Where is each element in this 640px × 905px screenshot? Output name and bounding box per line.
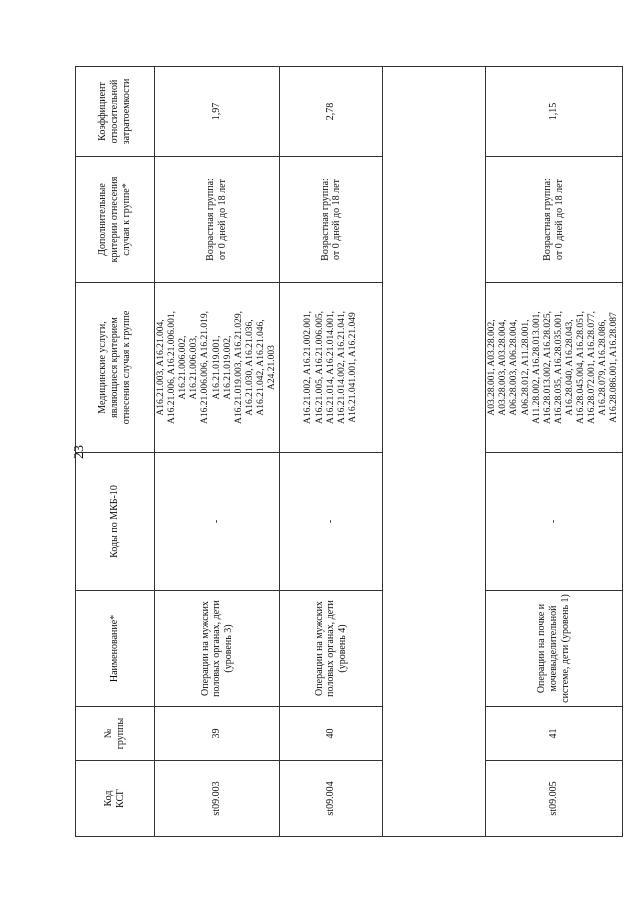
cell-code: st09.003 <box>155 761 280 837</box>
cell-services: A16.21.002, A16.21.002.001, A16.21.005, A16.21.006.005, A16.21.014, A16.21.014.001, A16.21.014.002, A16.21.041, A16.21.041.001, A16.21.049 <box>280 283 383 453</box>
cell-coef: 2,78 <box>280 67 383 157</box>
cell-criteria: Возрастная группа: от 0 дней до 18 лет <box>155 157 280 283</box>
cell-name: Операции на почке и мочевыделительной системе, дети (уровень 1) <box>486 591 622 707</box>
cell-num: 40 <box>280 707 383 761</box>
cell-code: st09.004 <box>280 761 383 837</box>
cell-name: Операции на мужских половых органах, дети (уровень 3) <box>155 591 280 707</box>
table-row <box>486 67 622 837</box>
page-number: 23 <box>72 445 87 459</box>
header-criteria: Дополнительные критерии отнесения случая к группе* <box>76 157 155 283</box>
header-code: Код КСГ <box>76 761 155 837</box>
table-header-row <box>76 67 155 837</box>
cell-services: A16.21.003, A16.21.004, A16.21.006, A16.21.006.001, A16.21.006.002, A16.21.006.003, A16.21.006.006, A16.21.019, A16.21.019.001, A16.21.019.002, A16.21.019.003, A16.21.029, A16.21.030, A16.21.036, A16.21.042, A16.21.046, A24.21.003 <box>155 283 280 453</box>
cell-mkb: - <box>280 453 383 591</box>
header-name: Наименование* <box>76 591 155 707</box>
table-row <box>155 67 280 837</box>
cell-criteria: Возрастная группа: от 0 дней до 18 лет <box>486 157 622 283</box>
header-coef: Коэффициент относительной затратоемкости <box>76 67 155 157</box>
cell-name: Операции на мужских половых органах, дети (уровень 4) <box>280 591 383 707</box>
cell-coef: 1,97 <box>155 67 280 157</box>
cell-mkb: - <box>486 453 622 591</box>
cell-criteria: Возрастная группа: от 0 дней до 18 лет <box>280 157 383 283</box>
table-row <box>280 67 383 837</box>
table-gap <box>383 67 486 837</box>
cell-code: st09.005 <box>486 761 622 837</box>
rotated-table-container <box>75 67 620 837</box>
cell-services: A03.28.001, A03.28.002, A03.28.003, A03.28.004, A06.28.003, A06.28.004, A06.28.012, A11.28.001, A11.28.002, A16.28.013.001, A16.28.013.002, A16.28.025, A16.28.035, A16.28.035.001, A16.28.040, A16.28.043, A16.28.045.004, A16.28.051, A16.28.072.001, A16.28.077, A16.28.079, A16.28.086, A16.28.086.001, A16.28.087 <box>486 283 622 453</box>
cell-mkb: - <box>155 453 280 591</box>
header-services: Медицинские услуги, являющиеся критерием отнесения случая к группе <box>76 283 155 453</box>
header-num: № группы <box>76 707 155 761</box>
ksg-table <box>75 66 623 837</box>
cell-num: 39 <box>155 707 280 761</box>
header-mkb: Коды по МКБ-10 <box>76 453 155 591</box>
cell-num: 41 <box>486 707 622 761</box>
cell-coef: 1,15 <box>486 67 622 157</box>
